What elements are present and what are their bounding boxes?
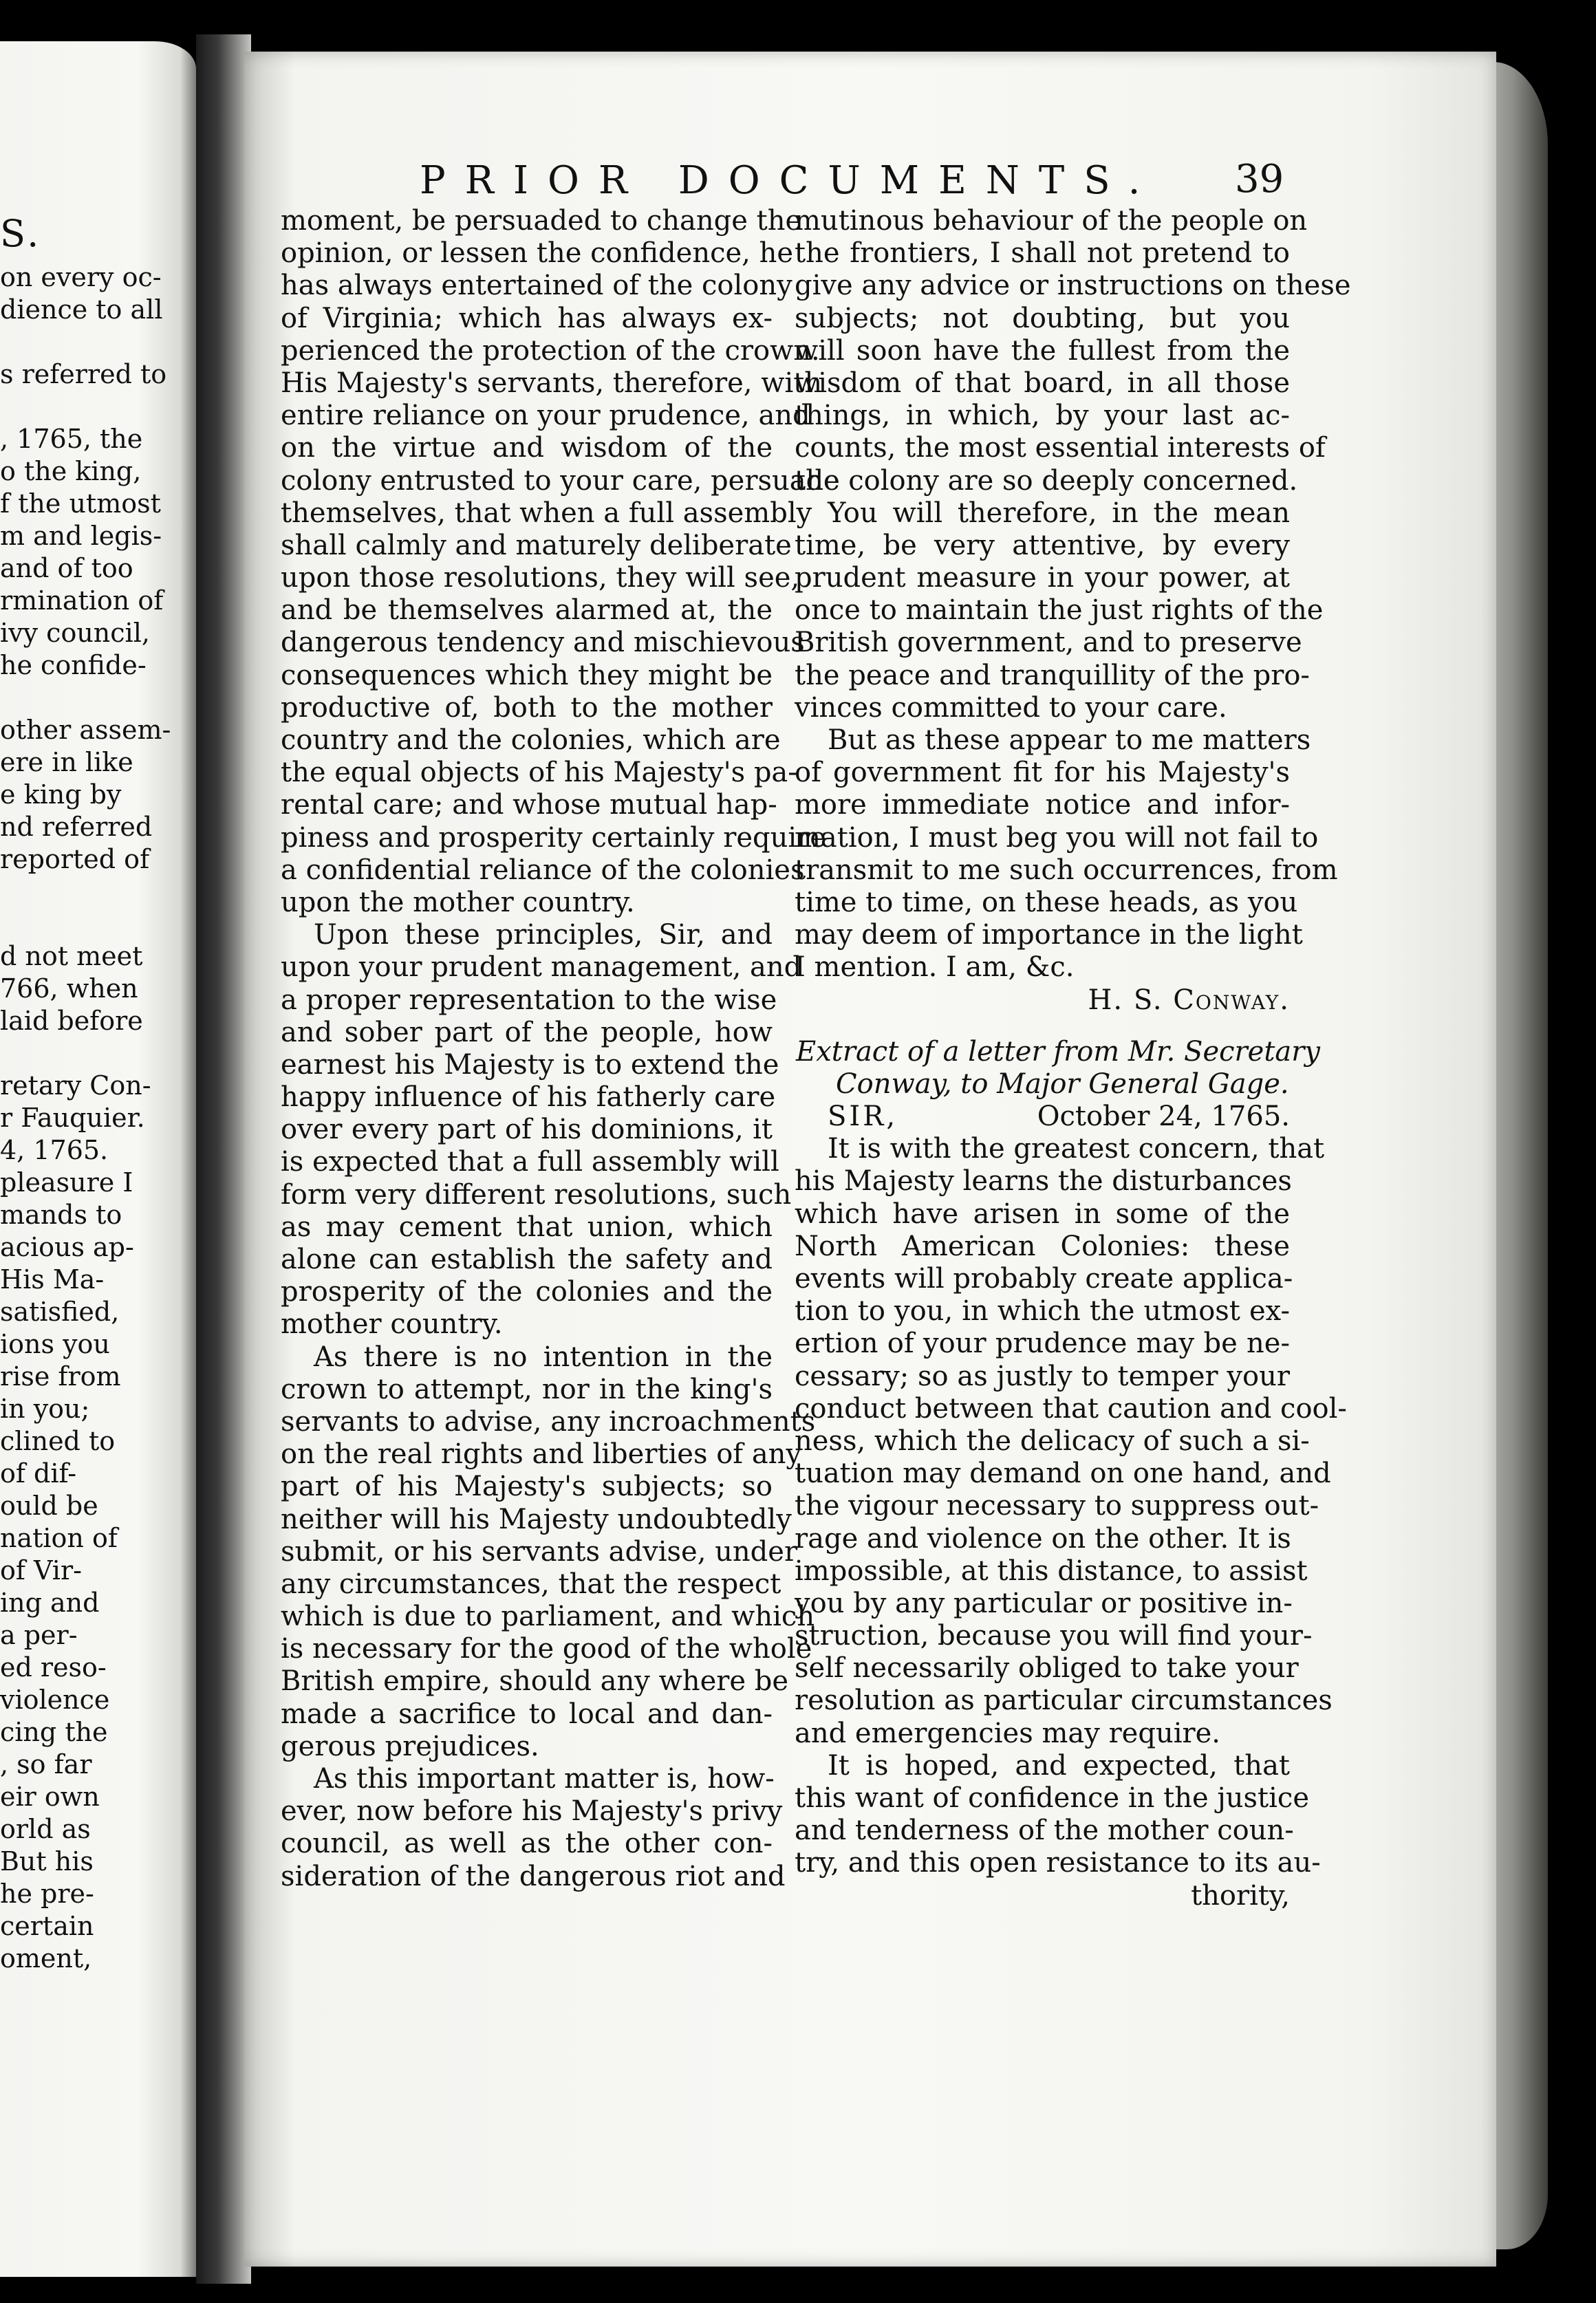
paragraph-greatest-concern (795, 1133, 1347, 1750)
text-line: sideration of the dangerous riot and (281, 1860, 786, 1892)
fragment-line: a per- (0, 1620, 78, 1650)
fragment-line: orld as (0, 1814, 91, 1844)
text-line: British empire, should any where be (281, 1665, 789, 1698)
fragment-line: mands to (0, 1200, 122, 1230)
fragment-line (0, 908, 196, 940)
text-line: a confidential reliance of the colonies (281, 854, 805, 886)
text-line: try, and this open resistance to its au- (795, 1847, 1321, 1879)
text-line: this want of confidence in the justice (795, 1782, 1309, 1814)
text-line: impossible, at this distance, to assist (795, 1555, 1308, 1587)
previous-page-text (0, 261, 196, 1975)
text-line: entire reliance on your prudence, and (281, 400, 810, 432)
fragment-line: o the king, (0, 456, 142, 486)
text-line: is necessary for the good of the whole (281, 1633, 812, 1665)
fragment-line: dience to all (0, 294, 163, 325)
text-line: part of his Majesty's subjects; so (281, 1471, 773, 1503)
fragment-line: oment, (0, 1943, 92, 1974)
text-line: themselves, that when a full assembly (281, 497, 812, 529)
text-line: subjects; not doubting, but you (795, 302, 1290, 334)
text-line: tuation may demand on one hand, and (795, 1458, 1331, 1490)
paragraph-it-is-hoped (795, 1749, 1321, 1880)
fragment-line: on every oc- (0, 262, 162, 292)
fragment-line (0, 1037, 196, 1070)
text-line: I mention. I am, &c. (795, 951, 1075, 984)
text-line: crown to attempt, nor in the king's (281, 1373, 773, 1405)
text-line: It is with the greatest concern, that (828, 1133, 1325, 1165)
text-line: give any advice or instructions on these (795, 270, 1351, 302)
fragment-line: ere in like (0, 747, 133, 777)
fragment-line: ed reso- (0, 1652, 107, 1683)
text-line: shall calmly and maturely deliberate (281, 529, 792, 561)
text-line: colony entrusted to your care, persuade (281, 464, 840, 497)
fragment-line: r Fauquier. (0, 1103, 145, 1133)
text-line: mother country. (281, 1308, 503, 1341)
fragment-line (0, 682, 196, 714)
text-line: time, be very attentive, by every (795, 529, 1290, 561)
text-line: a proper representation to the wise (281, 984, 777, 1016)
text-column-left (281, 205, 840, 1893)
text-line: ertion of your prudence may be ne- (795, 1328, 1290, 1360)
text-line: of Virginia; which has always ex- (281, 302, 773, 334)
text-line: Upon these principles, Sir, and (314, 919, 773, 951)
text-line: counts, the most essential interests of (795, 432, 1326, 464)
text-line: may deem of importance in the light (795, 919, 1303, 951)
text-line: has always entertained of the colony (281, 270, 792, 302)
text-line: transmit to me such occurrences, from (795, 854, 1338, 886)
text-line: and tenderness of the mother coun- (795, 1815, 1294, 1847)
text-line: happy influence of his fatherly care (281, 1081, 776, 1114)
text-line: dangerous tendency and mischievous (281, 627, 805, 659)
letter-heading-line-2: Conway, to Major General Gage. (836, 1068, 1289, 1100)
text-line: neither will his Majesty undoubtedly (281, 1503, 792, 1535)
fragment-line: laid before (0, 1006, 143, 1036)
fragment-line: of Vir- (0, 1555, 82, 1586)
catchword: thority, (1191, 1879, 1290, 1912)
fragment-line (0, 326, 196, 358)
text-line: alone can establish the safety and (281, 1244, 773, 1275)
fragment-line: rmination of (0, 585, 164, 616)
text-line: which is due to parliament, and which (281, 1601, 815, 1633)
text-line: the colony are so deeply concerned. (795, 464, 1298, 497)
text-line: rage and violence on the other. It is (795, 1522, 1291, 1555)
text-line: on the virtue and wisdom of the (281, 432, 773, 464)
text-line: and sober part of the people, how (281, 1016, 773, 1048)
divider (795, 1017, 1290, 1036)
text-line: North American Colonies: these (795, 1230, 1290, 1262)
text-line: ever, now before his Majesty's privy (281, 1795, 783, 1828)
text-line: once to maintain the just rights of the (795, 594, 1324, 627)
fragment-line (0, 391, 196, 423)
text-line: moment, be persuaded to change the (281, 205, 802, 237)
text-line: and be themselves alarmed at, the (281, 594, 773, 627)
fragment-line: ions you (0, 1329, 110, 1359)
text-line: the peace and tranquillity of the pro- (795, 659, 1310, 691)
text-line: But as these appear to me matters (828, 724, 1311, 756)
fragment-line: he pre- (0, 1879, 94, 1909)
previous-page-fragment (0, 41, 196, 2277)
text-line: prudent measure in your power, at (795, 562, 1290, 594)
text-line: and emergencies may require. (795, 1717, 1221, 1749)
fragment-line: , 1765, the (0, 424, 143, 454)
text-line: servants to advise, any incroachments (281, 1405, 816, 1438)
page-number: 39 (1235, 157, 1284, 202)
fragment-line: retary Con- (0, 1070, 151, 1101)
text-column-right (795, 205, 1351, 1912)
fragment-line: ivy council, (0, 618, 150, 648)
letter-date: October 24, 1765. (1037, 1101, 1290, 1133)
text-line: events will probably create applica- (795, 1263, 1293, 1295)
text-line: His Majesty's servants, therefore, with (281, 367, 823, 399)
fragment-line: His Ma- (0, 1264, 105, 1295)
text-line: rental care; and whose mutual hap- (281, 789, 777, 821)
text-line: earnest his Majesty is to extend the (281, 1048, 779, 1081)
salutation-and-date (795, 1101, 1290, 1133)
text-line: submit, or his servants advise, under (281, 1535, 798, 1568)
fragment-line: cing the (0, 1717, 108, 1747)
text-line: productive of, both to the mother (281, 691, 773, 724)
book-gutter (196, 34, 251, 2284)
fragment-line: clined to (0, 1426, 116, 1456)
fragment-line: rise from (0, 1361, 121, 1392)
text-line: ness, which the delicacy of such a si- (795, 1425, 1310, 1457)
paragraph-mutinous-behaviour (795, 205, 1351, 497)
text-line: is expected that a full assembly will (281, 1146, 779, 1178)
text-line: upon your prudent management, and (281, 951, 802, 984)
fragment-line: ing and (0, 1588, 100, 1618)
text-line: self necessarily obliged to take your (795, 1652, 1299, 1685)
fragment-line: s referred to (0, 359, 167, 389)
text-line: upon the mother country. (281, 886, 635, 918)
text-line: country and the colonies, which are (281, 724, 781, 756)
text-line: more immediate notice and infor- (795, 789, 1290, 821)
text-line: resolution as particular circumstances (795, 1685, 1333, 1717)
text-line: As there is no intention in the (314, 1341, 773, 1373)
fragment-line: violence (0, 1685, 110, 1715)
text-line: cessary; so as justly to temper your (795, 1360, 1290, 1392)
fragment-line (0, 876, 196, 908)
text-line: which have arisen in some of the (795, 1198, 1290, 1230)
text-line: mutinous behaviour of the people on (795, 205, 1308, 237)
fragment-line: ould be (0, 1491, 98, 1521)
previous-page-running-head: S. (0, 212, 42, 255)
fragment-line: certain (0, 1911, 94, 1941)
fragment-line: pleasure I (0, 1167, 133, 1198)
fragment-line: reported of (0, 844, 150, 874)
text-line: over every part of his dominions, it (281, 1114, 773, 1146)
text-line: of government fit for his Majesty's (795, 757, 1290, 789)
text-line: opinion, or lessen the confidence, he (281, 237, 794, 270)
text-line: As this important matter is, how- (314, 1763, 775, 1795)
text-line: the equal objects of his Majesty's pa- (281, 757, 797, 789)
text-line: form very different resolutions, such (281, 1178, 792, 1211)
fragment-line: But his (0, 1846, 94, 1877)
fragment-line: acious ap- (0, 1232, 134, 1262)
text-line: made a sacrifice to local and dan- (281, 1698, 773, 1730)
text-line: the vigour necessary to suppress out- (795, 1490, 1319, 1522)
text-line: wisdom of that board, in all those (795, 367, 1290, 399)
text-line: upon those resolutions, they will see, (281, 562, 800, 594)
text-line: things, in which, by your last ac- (795, 400, 1290, 432)
fragment-line: d not meet (0, 941, 143, 971)
fragment-line: eir own (0, 1782, 100, 1812)
fragment-line: satisfied, (0, 1297, 120, 1327)
fragment-line: 766, when (0, 973, 138, 1004)
running-head: PRIOR DOCUMENTS. (420, 158, 1160, 203)
fragment-line: other assem- (0, 715, 171, 745)
text-line: as may cement that union, which (281, 1211, 773, 1243)
text-line: You will therefore, in the mean (828, 497, 1290, 529)
fragment-line: f the utmost (0, 488, 161, 519)
paragraph-you-will-therefore (795, 497, 1324, 724)
text-line: perienced the protection of the crown. (281, 334, 820, 367)
text-line: his Majesty learns the disturbances (795, 1165, 1292, 1198)
fragment-line: of dif- (0, 1458, 77, 1489)
fragment-line: e king by (0, 779, 122, 810)
fragment-line: nation of (0, 1523, 118, 1553)
fragment-line: 4, 1765. (0, 1135, 109, 1165)
text-line: piness and prosperity certainly require (281, 821, 826, 854)
text-line: time to time, on these heads, as you (795, 886, 1298, 918)
text-line: vinces committed to your care. (795, 691, 1227, 724)
text-line: prosperity of the colonies and the (281, 1276, 773, 1308)
fragment-line: in you; (0, 1394, 90, 1424)
text-line: any circumstances, that the respect (281, 1568, 781, 1600)
fragment-line: m and legis- (0, 521, 162, 551)
text-line: consequences which they might be (281, 659, 773, 691)
signature: H. S. Conway. (1088, 984, 1290, 1016)
fragment-line: he confide- (0, 650, 147, 680)
text-line: you by any particular or positive in- (795, 1587, 1293, 1619)
text-line: conduct between that caution and cool- (795, 1392, 1347, 1425)
text-line: It is hoped, and expected, that (828, 1749, 1290, 1782)
text-line: gerous prejudices. (281, 1730, 539, 1762)
text-line: the frontiers, I shall not pretend to (795, 237, 1290, 270)
text-line: British government, and to preserve (795, 627, 1302, 659)
text-line: tion to you, in which the utmost ex- (795, 1295, 1290, 1328)
fragment-line: nd referred (0, 812, 153, 842)
fragment-line: , so far (0, 1749, 92, 1780)
text-line: on the real rights and liberties of any (281, 1438, 802, 1471)
text-line: mation, I must beg you will not fail to (795, 821, 1319, 854)
text-line: struction, because you will find your- (795, 1620, 1313, 1652)
salutation: SIR, (828, 1101, 898, 1133)
text-line: will soon have the fullest from the (795, 334, 1290, 367)
letter-heading-line-1: Extract of a letter from Mr. Secretary (796, 1035, 1320, 1068)
text-line: council, as well as the other con- (281, 1828, 773, 1860)
fragment-line: and of too (0, 553, 133, 583)
paragraph-but-as-these (795, 724, 1338, 984)
